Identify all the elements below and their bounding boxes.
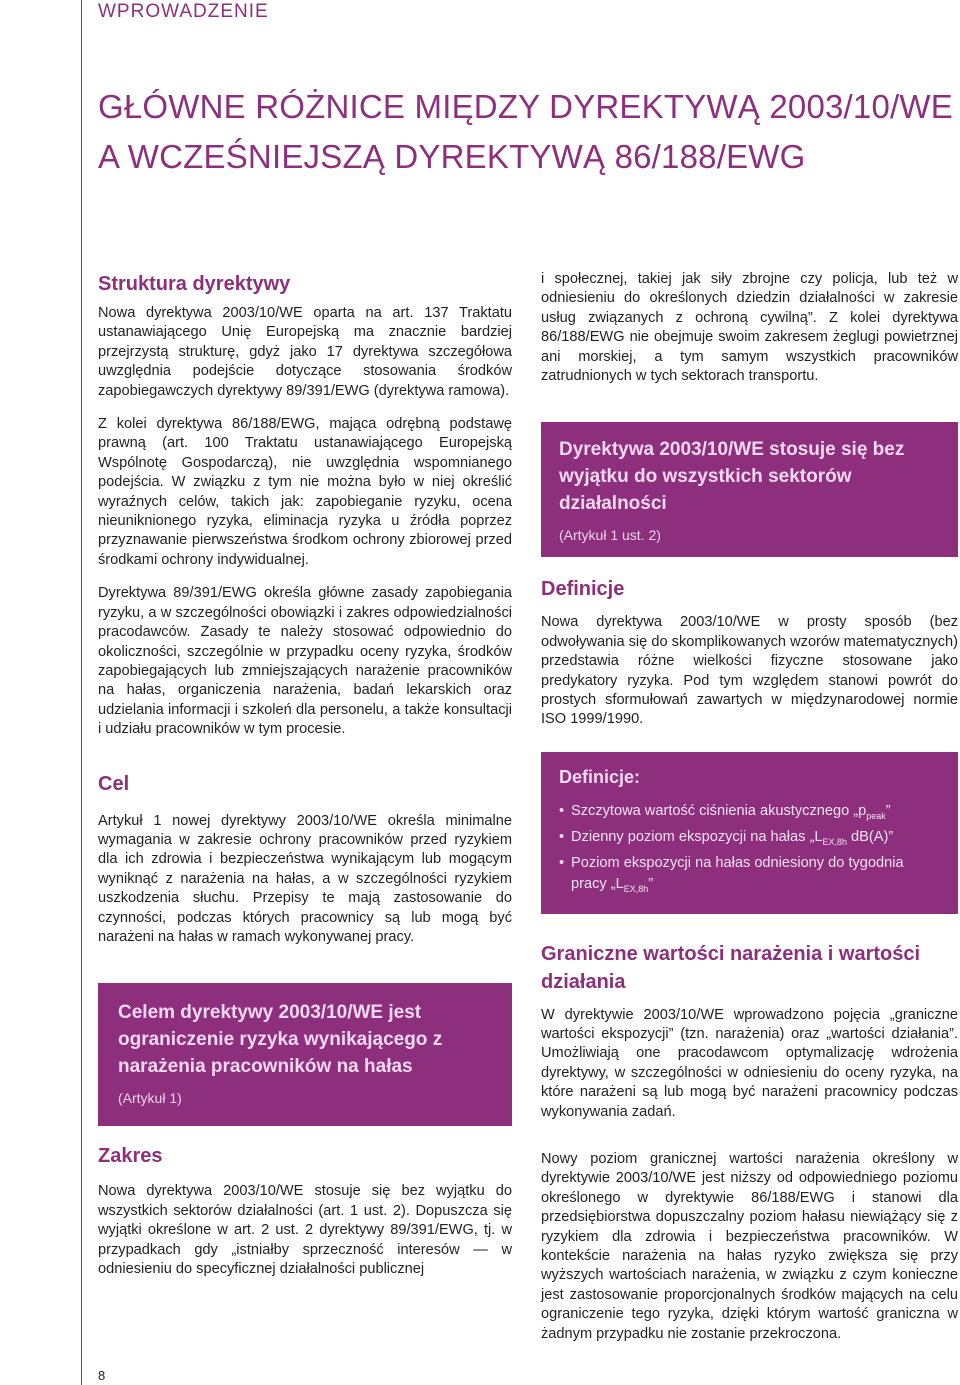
cel-highlight-box — [98, 983, 512, 1126]
definicje-heading: Definicje — [541, 578, 625, 601]
section-label: WPROWADZENIE — [98, 1, 269, 22]
struktura-paragraph-2: Z kolei dyrektywa 86/188/EWG, mająca odrębną podstawę prawną (art. 100 Traktatu ustanawiającego Europejską Wspólnotę Gospodarczą), nie uwzględnia wspomnianego podejścia. W związku z tym nie można było w niej określić wyraźnych celów, takich jak: zapobieganie ryzyku, ocena nieuniknionego ryzyka, eliminacja ryzyka u źródła poprzez przyznawanie pierwszeństwa środkom ochrony zbiorowej przed środkami ochrony indywidualnej. — [98, 416, 512, 568]
definicje-paragraph: Nowa dyrektywa 2003/10/WE w prosty sposób (bez odwoływania się do skomplikowanych wzorów matematycznych) przedstawia różne wielkości fizyczne stosowane jako predykatory ryzyka. Pod tym względem stanowi powrót do prostych sformułowań zawartych w międzynarodowej normie ISO 1999/1990. — [541, 614, 958, 728]
cel-heading: Cel — [98, 772, 130, 795]
definition-item: • Szczytowa wartość ciśnienia akustycznego $„p_{peak}$” — [559, 801, 940, 827]
zakres-highlight-box — [541, 422, 958, 557]
left-column — [98, 270, 512, 1279]
zakres-box-reference: (Artykuł 1 ust. 2) — [559, 527, 661, 544]
title-line-1: GŁÓWNE RÓŻNICE MIĘDZY DYREKTYWĄ 2003/10/WE — [98, 88, 953, 125]
struktura-paragraph-1: Nowa dyrektywa 2003/10/WE oparta na art. 137 Traktatu ustanawiającego Unię Europejską ma znacznie bardziej przejrzystą strukturę, gdyż jako 17 dyrektywa szczegółowa uwzględnia podejście dotyczące stosowania środków zapobiegawczych dyrektywy 89/391/EWG (dyrektywa ramowa). — [98, 305, 512, 399]
cel-paragraph: Artykuł 1 nowej dyrektywy 2003/10/WE określa minimalne wymagania w zakresie ochrony pracowników przed ryzykiem dla ich zdrowia i bezpieczeństwa wynikającym lub mogącym wyniknąć z narażenia na hałas, a w szczególności ryzykiem uszkodzenia słuchu. Przepisy te mają zastosowanie do czynności, podczas których pracownicy są lub mogą być narażeni na hałas w ramach wykonywanej pracy. — [98, 812, 512, 945]
definition-item: • Dzienny poziom ekspozycji na hałas $„L_{EX,8h}$ dB(A)” — [559, 827, 940, 853]
title-line-2: A WCZEŚNIEJSZĄ DYREKTYWĄ 86/188/EWG — [98, 138, 806, 175]
margin-rule — [81, 0, 82, 1385]
definicje-box — [541, 752, 958, 914]
struktura-paragraph-3: Dyrektywa 89/391/EWG określa główne zasady zapobiegania ryzyku, a w szczególności obowiązki i zakres odpowiedzialności pracodawców. Zasady te należy stosować odpowiednio do okoliczności, szczególnie w przypadku oceny ryzyka, środków zapobiegających lub zmniejszających narażenie pracowników na hałas, organiczenia narażenia, badań lekarskich oraz udzielania informacji i szkoleń dla personelu, a także konsultacji i udziału pracowników w tym procesie. — [98, 585, 512, 738]
zakres-box-title: Dyrektywa 2003/10/WE stosuje się bez wyjątku do wszystkich sektorów działalności — [559, 439, 905, 515]
definicje-box-title: Definicje: — [559, 766, 641, 787]
graniczne-paragraph-1: W dyrektywie 2003/10/WE wprowadzono pojęcia „graniczne wartości ekspozycji” (tzn. narażenia) oraz „wartości działania”. Umożliwiają one pracodawcom optymalizację wdrożenia dyrektywy, w szczególności w odniesieniu do oceny ryzyka, na które narażeni są lub mogą być narażeni pracownicy podczas wykonywania zadań. — [541, 1006, 958, 1120]
page-title — [98, 82, 953, 182]
cel-box-reference: (Artykuł 1) — [118, 1090, 182, 1107]
zakres-paragraph: Nowa dyrektywa 2003/10/WE stosuje się bez wyjątku do wszystkich sektorów działalności (art. 1 ust. 2). Dopuszcza się wyjątki określone w art. 2 ust. 2 dyrektywy 89/391/EWG, tj. w przypadkach gdy „istniałby sprzeczność interesów — w odniesieniu do specyficznej działalności publicznej — [98, 1183, 512, 1277]
graniczne-heading: Graniczne wartości narażenia i wartości działania — [541, 942, 921, 993]
zakres-continuation: i społecznej, takiej jak siły zbrojne czy policja, lub też w odniesieniu do określonych dziedzin działalności w zakresie usług związanych z ochroną cywilną”. Z kolei dyrektywa 86/188/EWG nie obejmuje swoim zakresem żeglugi powietrznej ani morskiej, a tym samym wszystkich pracowników zatrudnionych w tych sektorach transportu. — [541, 271, 958, 385]
zakres-heading: Zakres — [98, 1145, 163, 1168]
definition-item: • Poziom ekspozycji na hałas odniesiony do tygodnia pracy $„L_{EX,8h}$” — [559, 853, 940, 900]
right-column — [541, 270, 958, 1344]
cel-box-title: Celem dyrektywy 2003/10/WE jest ograniczenie ryzyka wynikającego z narażenia pracowników na hałas — [118, 1002, 443, 1078]
definitions-list — [559, 801, 940, 900]
graniczne-paragraph-2: Nowy poziom granicznej wartości narażenia określony w dyrektywie 2003/10/WE jest niższy od odpowiedniego poziomu określonego w dyrektywie 86/188/EWG i stanowi dla przedsiębiorstwa dopuszczalny poziom hałasu niewiążący się z ryzykiem dla zdrowia i bezpieczeństwa pracowników. W kontekście narażenia na hałas ryzyko zwiększa się przy wyższych wartościach narażenia, w związku z czym konieczne jest zastosowanie proporcjonalnych środków mających na celu ograniczenie tego ryzyka, dzięki którym wartość graniczna w żadnym przypadku nie zostanie przekroczona. — [541, 1151, 958, 1342]
page-number: 8 — [98, 1368, 106, 1383]
struktura-heading: Struktura dyrektywy — [98, 273, 291, 295]
